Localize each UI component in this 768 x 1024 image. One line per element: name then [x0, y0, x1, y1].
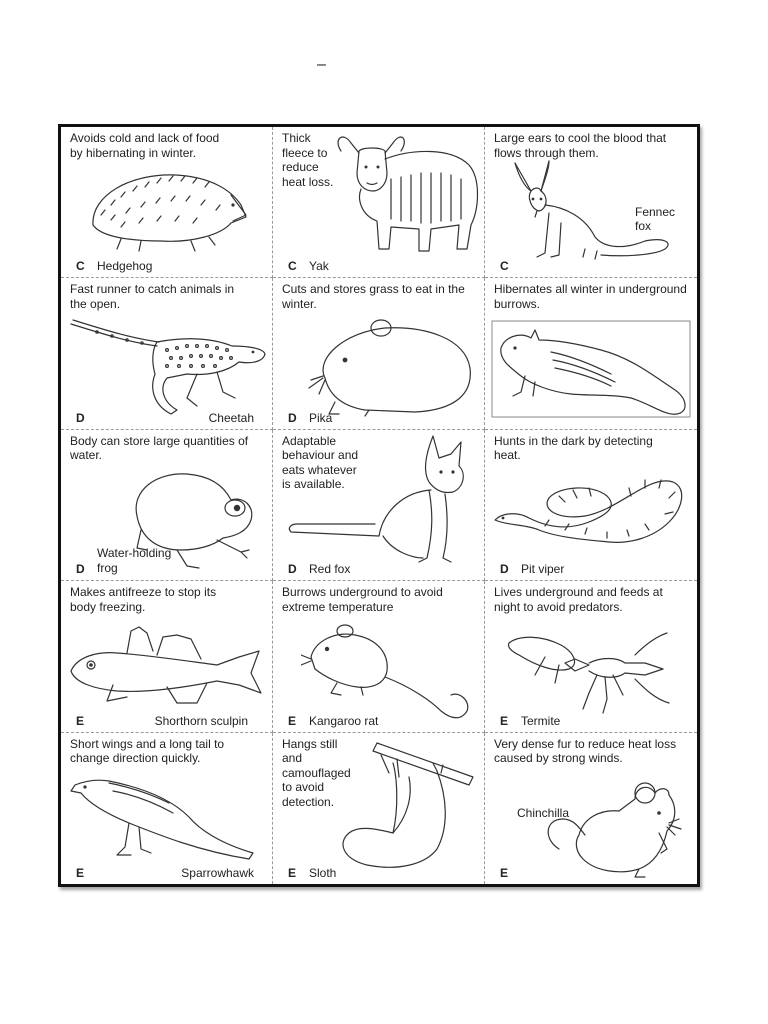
animal-name: Pit viper	[521, 562, 565, 577]
animal-name: Sloth	[309, 865, 337, 880]
animal-name: Kangaroo rat	[309, 713, 379, 728]
card-description: Hunts in the dark by detecting heat.	[494, 433, 653, 463]
card-water-holding-frog	[61, 430, 273, 581]
pika-icon	[305, 318, 475, 418]
red-fox-icon	[283, 432, 483, 568]
card-fennec-fox	[485, 127, 697, 278]
card-description: Lives underground and feeds at night to avoid predators.	[494, 585, 663, 614]
category-letter: E	[288, 713, 297, 728]
animal-name: Shorthorn sculpin	[154, 713, 248, 728]
sloth-icon	[337, 737, 477, 877]
animal-name: Pika	[309, 410, 333, 425]
category-letter: E	[76, 713, 85, 728]
chipmunk-icon	[491, 320, 693, 420]
card-description: Very dense fur to reduce heat loss caused by strong winds.	[494, 736, 677, 766]
card-description: Hangs still and camouflaged to avoid detection.	[282, 736, 351, 809]
category-letter: E	[288, 865, 297, 880]
animal-name: Fennec fox	[635, 205, 676, 234]
category-letter: C	[500, 259, 509, 274]
sculpin-icon	[67, 621, 267, 709]
category-letter: E	[500, 713, 509, 728]
card-burrow-hibernator	[485, 278, 697, 429]
cheetah-icon	[67, 318, 267, 418]
animal-name: Cheetah	[208, 410, 254, 425]
card-description: Makes antifreeze to stop its body freezing.	[70, 585, 217, 614]
card-cheetah	[61, 278, 273, 429]
card-description: Body can store large quantities of water.	[70, 433, 249, 463]
card-description: Cuts and stores grass to eat in the winter.	[282, 282, 465, 311]
card-description: Large ears to cool the blood that flows through them.	[494, 131, 667, 160]
pit-viper-icon	[489, 466, 689, 566]
category-letter: D	[288, 410, 297, 425]
card-description: Avoids cold and lack of food by hibernating in winter.	[70, 131, 220, 160]
card-red-fox	[273, 430, 485, 581]
termite-icon	[505, 625, 685, 715]
card-yak	[273, 127, 485, 278]
category-letter: E	[500, 865, 509, 880]
animal-cards-sheet	[58, 124, 700, 887]
card-shorthorn-sculpin	[61, 581, 273, 732]
yak-icon	[331, 129, 481, 261]
animal-name: Sparrowhawk	[181, 865, 254, 880]
sparrowhawk-icon	[69, 773, 259, 877]
animal-name: Termite	[521, 713, 561, 728]
card-description: Fast runner to catch animals in the open.	[70, 282, 235, 311]
card-description: Thick fleece to reduce heat loss.	[282, 131, 334, 189]
header-mark: –	[317, 56, 326, 73]
card-description: Adaptable behaviour and eats whatever is available.	[282, 433, 359, 492]
animal-name: Red fox	[309, 562, 351, 577]
category-letter: C	[76, 259, 85, 274]
card-chinchilla	[485, 733, 697, 884]
card-sloth	[273, 733, 485, 884]
card-pika	[273, 278, 485, 429]
card-hedgehog	[61, 127, 273, 278]
category-letter: C	[288, 259, 297, 274]
card-description: Short wings and a long tail to change direction quickly.	[70, 736, 225, 766]
hedgehog-icon	[81, 165, 251, 255]
card-pit-viper	[485, 430, 697, 581]
card-sparrowhawk	[61, 733, 273, 884]
category-letter: D	[288, 562, 297, 577]
animal-name: Chinchilla	[517, 805, 570, 820]
kangaroo-rat-icon	[301, 621, 471, 727]
category-letter: D	[76, 410, 85, 425]
animal-name: Hedgehog	[97, 259, 153, 274]
card-description: Burrows underground to avoid extreme temperature	[282, 585, 443, 614]
card-kangaroo-rat	[273, 581, 485, 732]
animal-name: Water-holding frog	[97, 546, 172, 576]
category-letter: D	[500, 562, 509, 577]
card-termite	[485, 581, 697, 732]
category-letter: D	[76, 562, 85, 577]
animal-name: Yak	[309, 259, 329, 274]
chinchilla-icon	[539, 779, 689, 879]
category-letter: E	[76, 865, 85, 880]
card-description: Hibernates all winter in underground burrows.	[494, 282, 687, 311]
